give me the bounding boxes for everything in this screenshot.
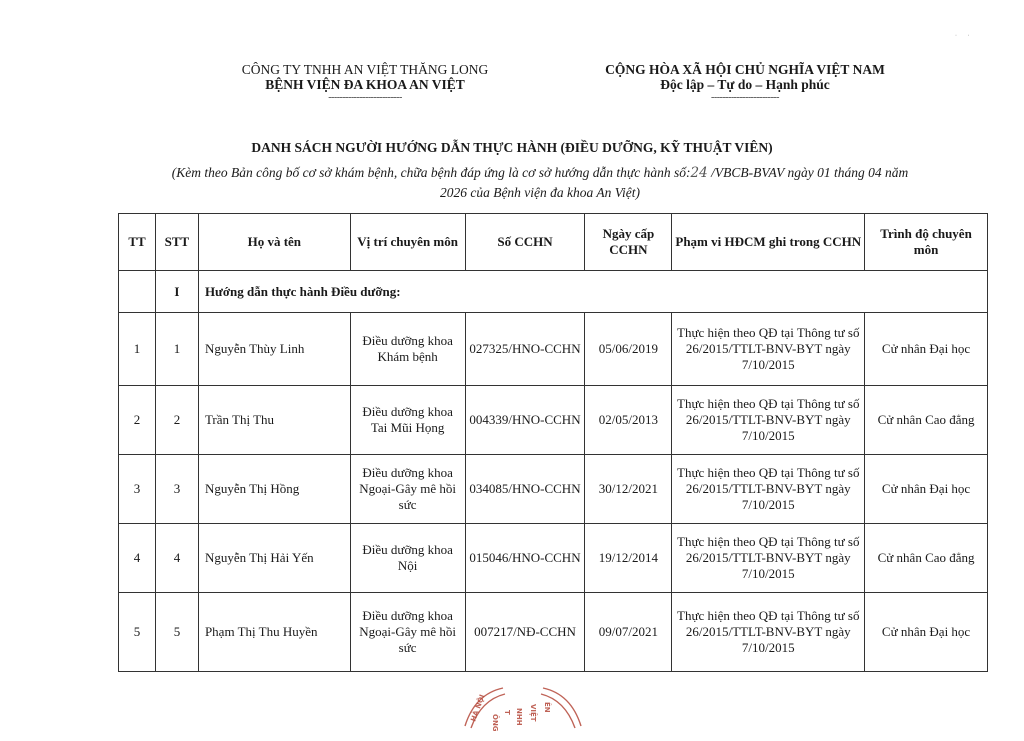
- seal-text: T: [503, 710, 511, 715]
- cell-name: Nguyễn Thị Hải Yến: [198, 524, 350, 593]
- cell-qualification: Cử nhân Đại học: [865, 593, 988, 672]
- cell-tt: 4: [119, 524, 156, 593]
- cell-scope: Thực hiện theo QĐ tại Thông tư số 26/2015/TTLT-BNV-BYT ngày 7/10/2015: [672, 313, 865, 386]
- cell-qualification: Cử nhân Cao đẳng: [865, 386, 988, 455]
- cell-tt: 2: [119, 386, 156, 455]
- cell-position: Điều dưỡng khoa Ngoại-Gây mê hồi sức: [350, 593, 465, 672]
- cell-issue-date: 09/07/2021: [585, 593, 672, 672]
- cell-scope: Thực hiện theo QĐ tại Thông tư số 26/2015/TTLT-BNV-BYT ngày 7/10/2015: [672, 524, 865, 593]
- cell-qualification: Cử nhân Đại học: [865, 313, 988, 386]
- cell-position: Điều dưỡng khoa Ngoại-Gây mê hồi sức: [350, 455, 465, 524]
- column-header: STT: [155, 214, 198, 271]
- column-header: Ngày cấp CCHN: [585, 214, 672, 271]
- cell-qualification: Cử nhân Cao đẳng: [865, 524, 988, 593]
- column-header: TT: [119, 214, 156, 271]
- cell-cert-no: 015046/HNO-CCHN: [465, 524, 585, 593]
- cell-tt: 1: [119, 313, 156, 386]
- cell-issue-date: 19/12/2014: [585, 524, 672, 593]
- official-seal: [463, 686, 583, 736]
- column-header: Trình độ chuyên môn: [865, 214, 988, 271]
- section-tt: [119, 271, 156, 313]
- table-row: [119, 524, 988, 593]
- table-row: [119, 455, 988, 524]
- issuer-header: [200, 62, 530, 104]
- instructor-table: [118, 213, 988, 672]
- cell-stt: 4: [155, 524, 198, 593]
- table-row: [119, 593, 988, 672]
- seal-text: NHH: [515, 708, 523, 726]
- cell-stt: 5: [155, 593, 198, 672]
- cell-cert-no: 007217/NĐ-CCHN: [465, 593, 585, 672]
- cell-name: Phạm Thị Thu Huyền: [198, 593, 350, 672]
- cell-position: Điều dưỡng khoa Khám bệnh: [350, 313, 465, 386]
- column-header: Vị trí chuyên môn: [350, 214, 465, 271]
- cell-issue-date: 30/12/2021: [585, 455, 672, 524]
- subtitle-text: (Kèm theo Bản công bố cơ sở khám bệnh, chữa bệnh đáp ứng là cơ sở hướng dẫn thực hành số:: [171, 165, 691, 180]
- seal-text: HÀ NỘI: [469, 693, 487, 723]
- table-header-row: [119, 214, 988, 271]
- header-divider: --------------------------: [328, 92, 402, 103]
- cell-tt: 5: [119, 593, 156, 672]
- cell-stt: 1: [155, 313, 198, 386]
- cell-tt: 3: [119, 455, 156, 524]
- table-row: [119, 386, 988, 455]
- seal-icon: [463, 686, 583, 736]
- seal-text: ÔNG: [491, 714, 499, 732]
- document-title: DANH SÁCH NGƯỜI HƯỚNG DẪN THỰC HÀNH (ĐIỀU DƯỠNG, KỸ THUẬT VIÊN): [251, 140, 773, 155]
- cell-position: Điều dưỡng khoa Nội: [350, 524, 465, 593]
- cell-name: Nguyễn Thùy Linh: [198, 313, 350, 386]
- cell-issue-date: 05/06/2019: [585, 313, 672, 386]
- column-header: Phạm vi HĐCM ghi trong CCHN: [672, 214, 865, 271]
- cell-name: Trần Thị Thu: [198, 386, 350, 455]
- subtitle-text: /VBCB-BVAV ngày 01 tháng 04 năm: [707, 165, 909, 180]
- company-name: CÔNG TY TNHH AN VIỆT THĂNG LONG: [241, 62, 489, 77]
- section-label: Hướng dẫn thực hành Điều dưỡng:: [198, 271, 987, 313]
- cell-stt: 3: [155, 455, 198, 524]
- table-row: [119, 313, 988, 386]
- scan-artifact: · ·: [955, 33, 970, 39]
- seal-text: VIỆT: [529, 704, 537, 722]
- cell-issue-date: 02/05/2013: [585, 386, 672, 455]
- document-subtitle: [140, 163, 940, 202]
- cell-scope: Thực hiện theo QĐ tại Thông tư số 26/2015/TTLT-BNV-BYT ngày 7/10/2015: [672, 593, 865, 672]
- national-motto: Độc lập – Tự do – Hạnh phúc: [660, 77, 830, 92]
- cell-stt: 2: [155, 386, 198, 455]
- cell-qualification: Cử nhân Đại học: [865, 455, 988, 524]
- handwritten-number: 24: [690, 165, 708, 181]
- header-divider: ------------------------: [711, 92, 779, 103]
- section-row: [119, 271, 988, 313]
- section-number: I: [155, 271, 198, 313]
- column-header: Họ và tên: [198, 214, 350, 271]
- cell-name: Nguyễn Thị Hồng: [198, 455, 350, 524]
- cell-scope: Thực hiện theo QĐ tại Thông tư số 26/2015/TTLT-BNV-BYT ngày 7/10/2015: [672, 386, 865, 455]
- national-header: [580, 62, 910, 104]
- column-header: Số CCHN: [465, 214, 585, 271]
- cell-scope: Thực hiện theo QĐ tại Thông tư số 26/2015/TTLT-BNV-BYT ngày 7/10/2015: [672, 455, 865, 524]
- seal-text: ÊN: [543, 702, 551, 713]
- country-name: CỘNG HÒA XÃ HỘI CHỦ NGHĨA VIỆT NAM: [605, 62, 885, 77]
- cell-cert-no: 034085/HNO-CCHN: [465, 455, 585, 524]
- subtitle-text: 2026 của Bệnh viện đa khoa An Việt): [439, 185, 641, 200]
- cell-cert-no: 004339/HNO-CCHN: [465, 386, 585, 455]
- cell-position: Điều dưỡng khoa Tai Mũi Họng: [350, 386, 465, 455]
- cell-cert-no: 027325/HNO-CCHN: [465, 313, 585, 386]
- hospital-name: BỆNH VIỆN ĐA KHOA AN VIỆT: [265, 77, 465, 92]
